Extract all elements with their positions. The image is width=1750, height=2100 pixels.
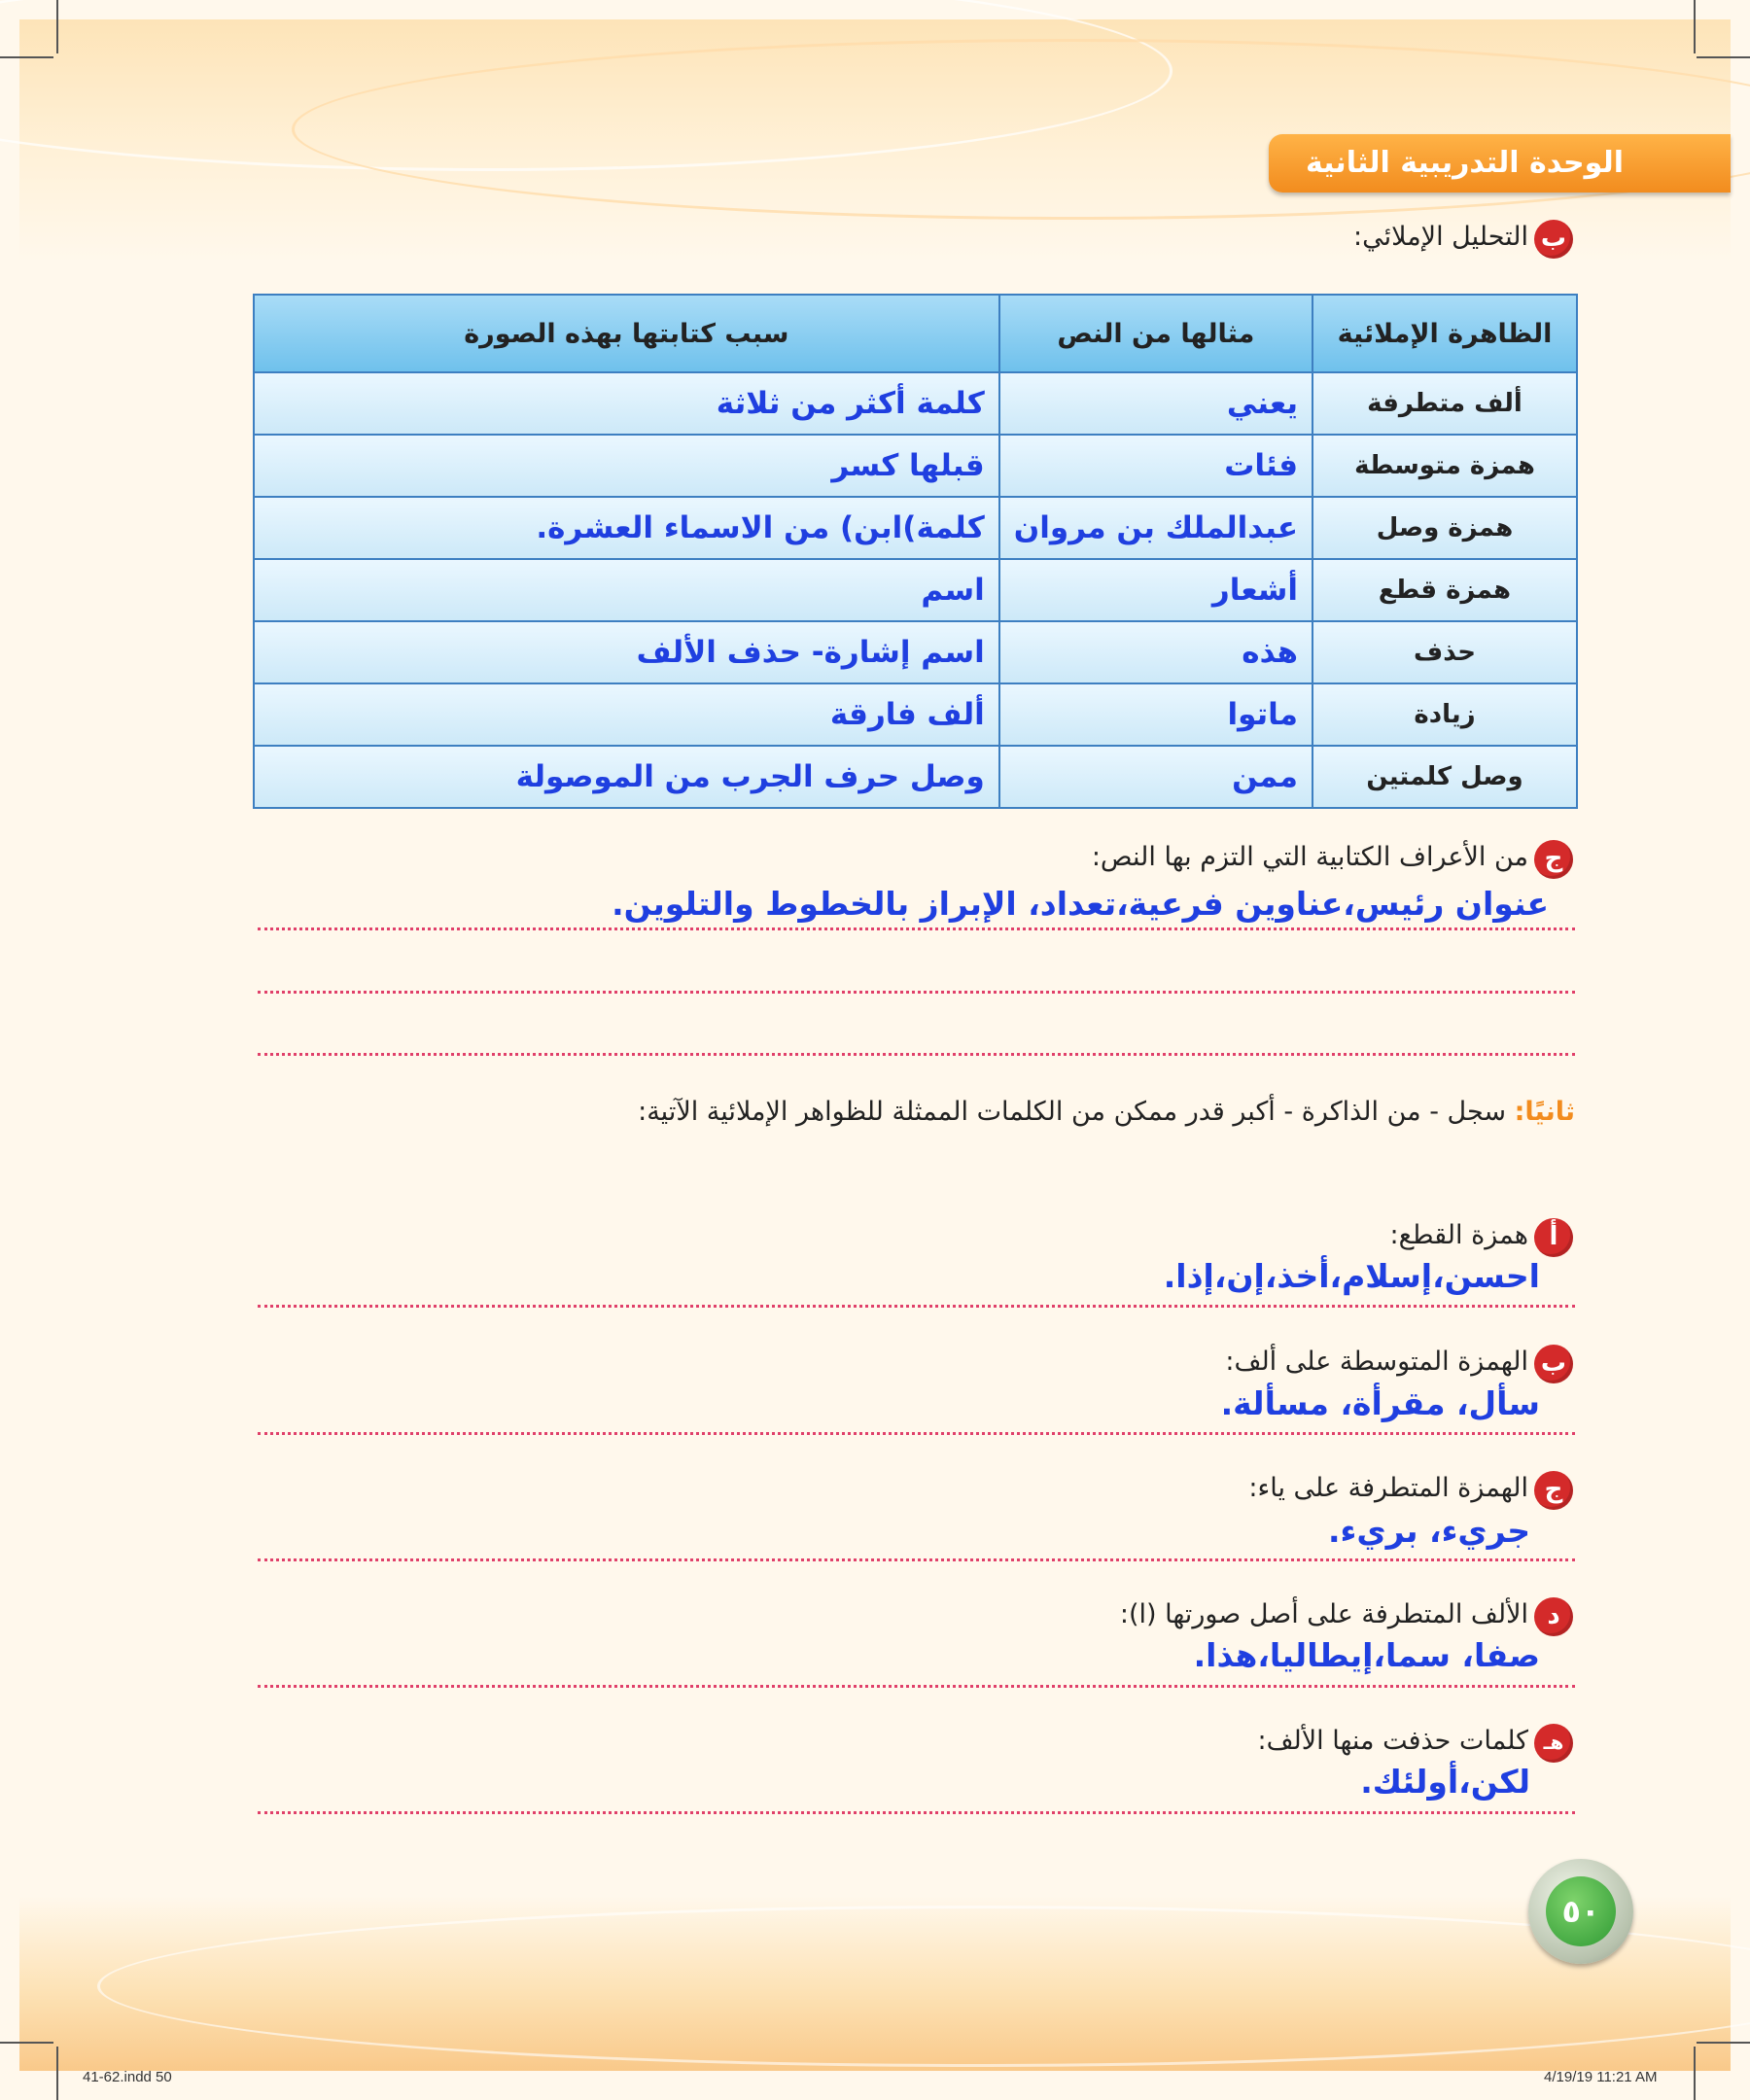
unit-banner bbox=[1269, 134, 1731, 192]
reason-cell: ألف فارقة bbox=[254, 683, 999, 746]
reason-cell: كلمة)ابن) من الاسماء العشرة. bbox=[254, 497, 999, 559]
item-d-question: الألف المتطرفة على أصل صورتها (ا): bbox=[1119, 1599, 1528, 1629]
footer-filename: 41-62.indd 50 bbox=[83, 2069, 172, 2085]
table-header: مثالها من النص bbox=[999, 295, 1312, 372]
orthography-table bbox=[253, 294, 1578, 809]
example-cell: أشعار bbox=[999, 559, 1312, 621]
section-c-question: من الأعراف الكتابية التي التزم بها النص: bbox=[1091, 842, 1528, 872]
example-cell: فئات bbox=[999, 435, 1312, 497]
part-two-instruction bbox=[638, 1097, 1575, 1127]
phenomenon-cell: ألف متطرفة bbox=[1312, 372, 1577, 435]
table-row bbox=[254, 621, 1577, 683]
reason-cell: اسم إشارة- حذف الألف bbox=[254, 621, 999, 683]
item-c-question: الهمزة المتطرفة على ياء: bbox=[1248, 1473, 1528, 1503]
item-a-bullet: أ bbox=[1534, 1218, 1573, 1257]
phenomenon-cell: حذف bbox=[1312, 621, 1577, 683]
phenomenon-cell: همزة متوسطة bbox=[1312, 435, 1577, 497]
answer-line bbox=[258, 1811, 1575, 1814]
item-b-bullet: ب bbox=[1534, 1345, 1573, 1383]
reason-cell: اسم bbox=[254, 559, 999, 621]
section-c-bullet: ج bbox=[1534, 840, 1573, 879]
example-cell: هذه bbox=[999, 621, 1312, 683]
item-e-question: كلمات حذفت منها الألف: bbox=[1257, 1726, 1528, 1756]
reason-cell: قبلها كسر bbox=[254, 435, 999, 497]
trim-mark bbox=[0, 2042, 53, 2044]
part-two-text: سجل - من الذاكرة - أكبر قدر ممكن من الكلمات الممثلة للظواهر الإملائية الآتية: bbox=[638, 1097, 1507, 1127]
item-d-answer: صفا، سما،إيطاليا،هذا. bbox=[1193, 1636, 1540, 1674]
section-b-bullet: ب bbox=[1534, 220, 1573, 259]
trim-mark bbox=[56, 2047, 58, 2100]
table-row bbox=[254, 435, 1577, 497]
example-cell: ممن bbox=[999, 746, 1312, 808]
unit-title: الوحدة التدريبية الثانية bbox=[1305, 146, 1624, 180]
item-b-answer: سأل، مقرأة، مسألة. bbox=[1220, 1384, 1540, 1422]
part-two-label: ثانيًا: bbox=[1514, 1097, 1575, 1127]
table-header: سبب كتابتها بهذه الصورة bbox=[254, 295, 999, 372]
trim-mark bbox=[1694, 2047, 1696, 2100]
section-c-answer: عنوان رئيس،عناوين فرعية،تعداد، الإبراز بالخطوط والتلوين. bbox=[612, 885, 1549, 923]
example-cell: ماتوا bbox=[999, 683, 1312, 746]
trim-mark bbox=[0, 56, 53, 58]
item-d-bullet: د bbox=[1534, 1597, 1573, 1636]
item-a-question: همزة القطع: bbox=[1389, 1220, 1528, 1250]
example-cell: يعني bbox=[999, 372, 1312, 435]
answer-line bbox=[258, 991, 1575, 994]
item-e-bullet: هـ bbox=[1534, 1724, 1573, 1763]
answer-line bbox=[258, 1053, 1575, 1056]
trim-mark bbox=[1694, 0, 1696, 53]
answer-line bbox=[258, 928, 1575, 930]
phenomenon-cell: وصل كلمتين bbox=[1312, 746, 1577, 808]
table-row bbox=[254, 497, 1577, 559]
footer-timestamp: 4/19/19 11:21 AM bbox=[1544, 2069, 1658, 2085]
page-number: ٥٠ bbox=[1546, 1876, 1616, 1946]
trim-mark bbox=[56, 0, 58, 53]
phenomenon-cell: زيادة bbox=[1312, 683, 1577, 746]
trim-mark bbox=[1697, 56, 1750, 58]
answer-line bbox=[258, 1685, 1575, 1688]
item-c-answer: جريء، بريء. bbox=[1327, 1512, 1530, 1550]
answer-line bbox=[258, 1558, 1575, 1561]
reason-cell: كلمة أكثر من ثلاثة bbox=[254, 372, 999, 435]
item-a-answer: احسن،إسلام،أخذ،إن،إذا. bbox=[1163, 1257, 1540, 1295]
answer-line bbox=[258, 1305, 1575, 1308]
table-header-row bbox=[254, 295, 1577, 372]
table-header: الظاهرة الإملائية bbox=[1312, 295, 1577, 372]
example-cell: عبدالملك بن مروان bbox=[999, 497, 1312, 559]
table-row bbox=[254, 746, 1577, 808]
phenomenon-cell: همزة قطع bbox=[1312, 559, 1577, 621]
reason-cell: وصل حرف الجرب من الموصولة bbox=[254, 746, 999, 808]
table-row bbox=[254, 559, 1577, 621]
item-c-bullet: ج bbox=[1534, 1471, 1573, 1510]
answer-line bbox=[258, 1432, 1575, 1435]
item-e-answer: لكن،أولئك. bbox=[1360, 1763, 1530, 1801]
phenomenon-cell: همزة وصل bbox=[1312, 497, 1577, 559]
section-b-title: التحليل الإملائي: bbox=[1352, 222, 1528, 252]
item-b-question: الهمزة المتوسطة على ألف: bbox=[1225, 1347, 1528, 1377]
page-number-badge bbox=[1528, 1859, 1633, 1964]
trim-mark bbox=[1697, 2042, 1750, 2044]
table-row bbox=[254, 372, 1577, 435]
table-row bbox=[254, 683, 1577, 746]
